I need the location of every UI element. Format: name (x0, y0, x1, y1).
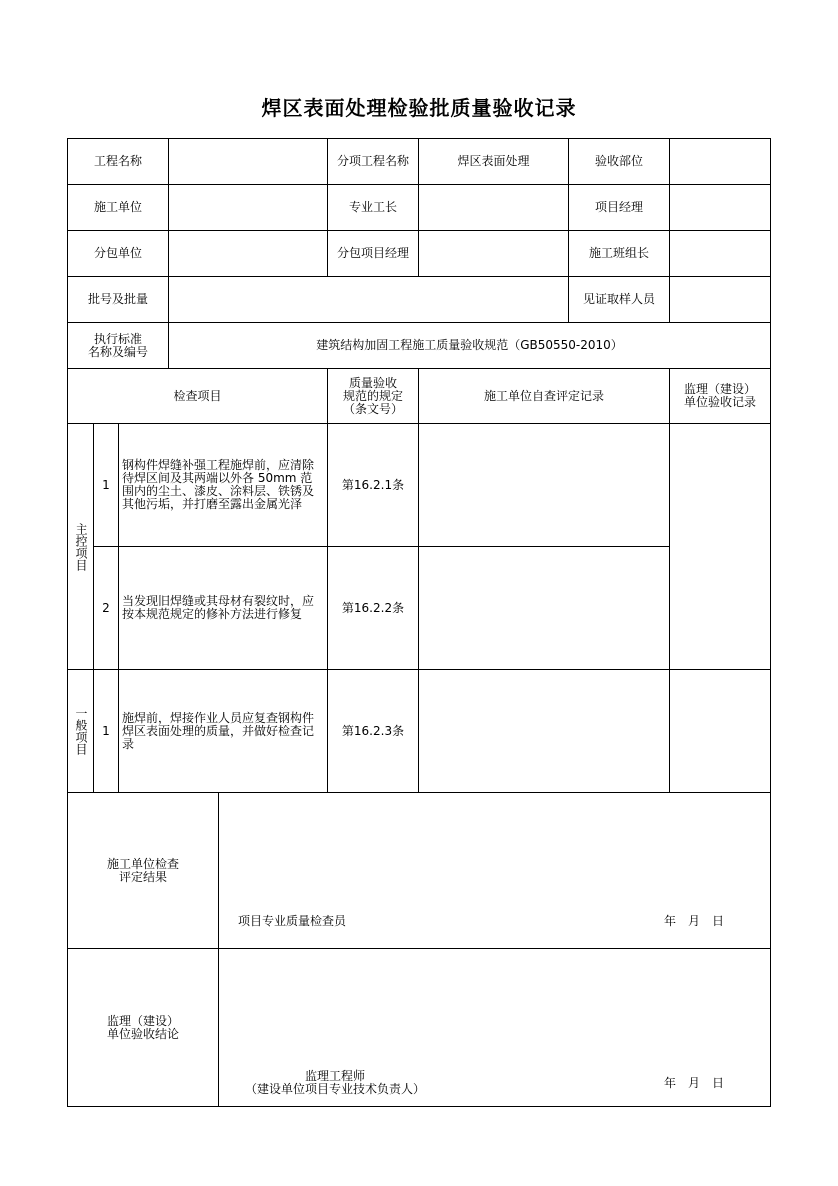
main-item-1-record[interactable] (418, 423, 670, 547)
project-manager-label: 项目经理 (568, 184, 670, 231)
general-item-1-text: 施焊前，焊接作业人员应复查钢构件焊区表面处理的质量，并做好检查记录 (118, 669, 328, 793)
spec-header-line2: 规范的规定 (342, 388, 403, 403)
batch-field[interactable] (168, 276, 569, 323)
subcontractor-label: 分包单位 (67, 230, 169, 277)
standard-value: 建筑结构加固工程施工质量验收规范（GB50550-2010） (168, 322, 771, 369)
acceptance-form (68, 139, 771, 1108)
construction-unit-field[interactable] (168, 184, 328, 231)
spec-header-line3: （条文号） (342, 401, 403, 416)
general-supervision-record[interactable] (669, 669, 771, 793)
main-item-2-text: 当发现旧焊缝或其母材有裂纹时，应按本规范规定的修补方法进行修复 (118, 546, 328, 670)
main-control-label-text: 主控项目 (74, 522, 88, 571)
standard-label-line2: 名称及编号 (87, 344, 148, 359)
batch-label: 批号及批量 (67, 276, 169, 323)
construction-result-label-line2: 评定结果 (118, 869, 167, 884)
quality-inspector-label: 项目专业质量检查员 (238, 914, 347, 928)
sub-pm-field[interactable] (418, 230, 569, 277)
spec-header (327, 368, 419, 424)
construction-unit-label: 施工单位 (67, 184, 169, 231)
supervision-result-label-line1: 监理（建设） (106, 1013, 179, 1028)
main-supervision-record[interactable] (669, 423, 771, 670)
page-title: 焊区表面处理检验批质量验收记录 (261, 96, 577, 120)
team-leader-field[interactable] (669, 230, 771, 277)
general-item-1-number: 1 (93, 669, 119, 793)
sub-project-label: 分项工程名称 (327, 138, 419, 185)
main-item-1-number: 1 (93, 423, 119, 547)
general-label (67, 669, 94, 793)
project-name-field[interactable] (168, 138, 328, 185)
witness-label: 见证取样人员 (568, 276, 670, 323)
supervision-engineer-title: 监理工程师 (304, 1069, 365, 1083)
supervision-result-date: 年 月 日 (664, 1076, 725, 1090)
main-item-2-clause: 第16.2.2条 (327, 546, 419, 670)
supervision-header-line2: 单位验收记录 (683, 395, 756, 409)
construction-result-label (67, 792, 219, 949)
general-item-1-clause: 第16.2.3条 (327, 669, 419, 793)
witness-field[interactable] (669, 276, 771, 323)
acceptance-part-label: 验收部位 (568, 138, 670, 185)
project-manager-field[interactable] (669, 184, 771, 231)
supervision-result-label-line2: 单位验收结论 (106, 1026, 179, 1041)
supervision-engineer-subtitle: （建设单位项目专业技术负责人） (244, 1082, 425, 1096)
foreman-label: 专业工长 (327, 184, 419, 231)
main-item-2-number: 2 (93, 546, 119, 670)
general-item-1-record[interactable] (418, 669, 670, 793)
main-control-label (67, 423, 94, 670)
main-item-1-text: 钢构件焊缝补强工程施焊前，应清除待焊区间及其两端以外各 50mm 范围内的尘土、漆皮、涂料层、铁锈及其他污垢，并打磨至露出金属光泽 (118, 423, 328, 547)
supervision-header-line1: 监理（建设） (683, 382, 756, 396)
sub-pm-label: 分包项目经理 (327, 230, 419, 277)
construction-result-date: 年 月 日 (664, 914, 725, 928)
self-check-header: 施工单位自查评定记录 (418, 368, 670, 424)
supervision-header (669, 368, 771, 424)
foreman-field[interactable] (418, 184, 569, 231)
supervision-result-label (67, 948, 219, 1107)
supervision-engineer (242, 1070, 428, 1096)
main-item-1-clause: 第16.2.1条 (327, 423, 419, 547)
sub-project-value: 焊区表面处理 (418, 138, 569, 185)
check-items-header: 检查项目 (67, 368, 328, 424)
general-label-text: 一般项目 (74, 707, 88, 755)
team-leader-label: 施工班组长 (568, 230, 670, 277)
construction-result-label-line1: 施工单位检查 (106, 856, 179, 871)
acceptance-part-field[interactable] (669, 138, 771, 185)
spec-header-line1: 质量验收 (348, 375, 397, 390)
standard-label-line1: 执行标准 (93, 331, 142, 346)
standard-label (67, 322, 169, 369)
main-item-2-record[interactable] (418, 546, 670, 670)
project-name-label: 工程名称 (67, 138, 169, 185)
subcontractor-field[interactable] (168, 230, 328, 277)
